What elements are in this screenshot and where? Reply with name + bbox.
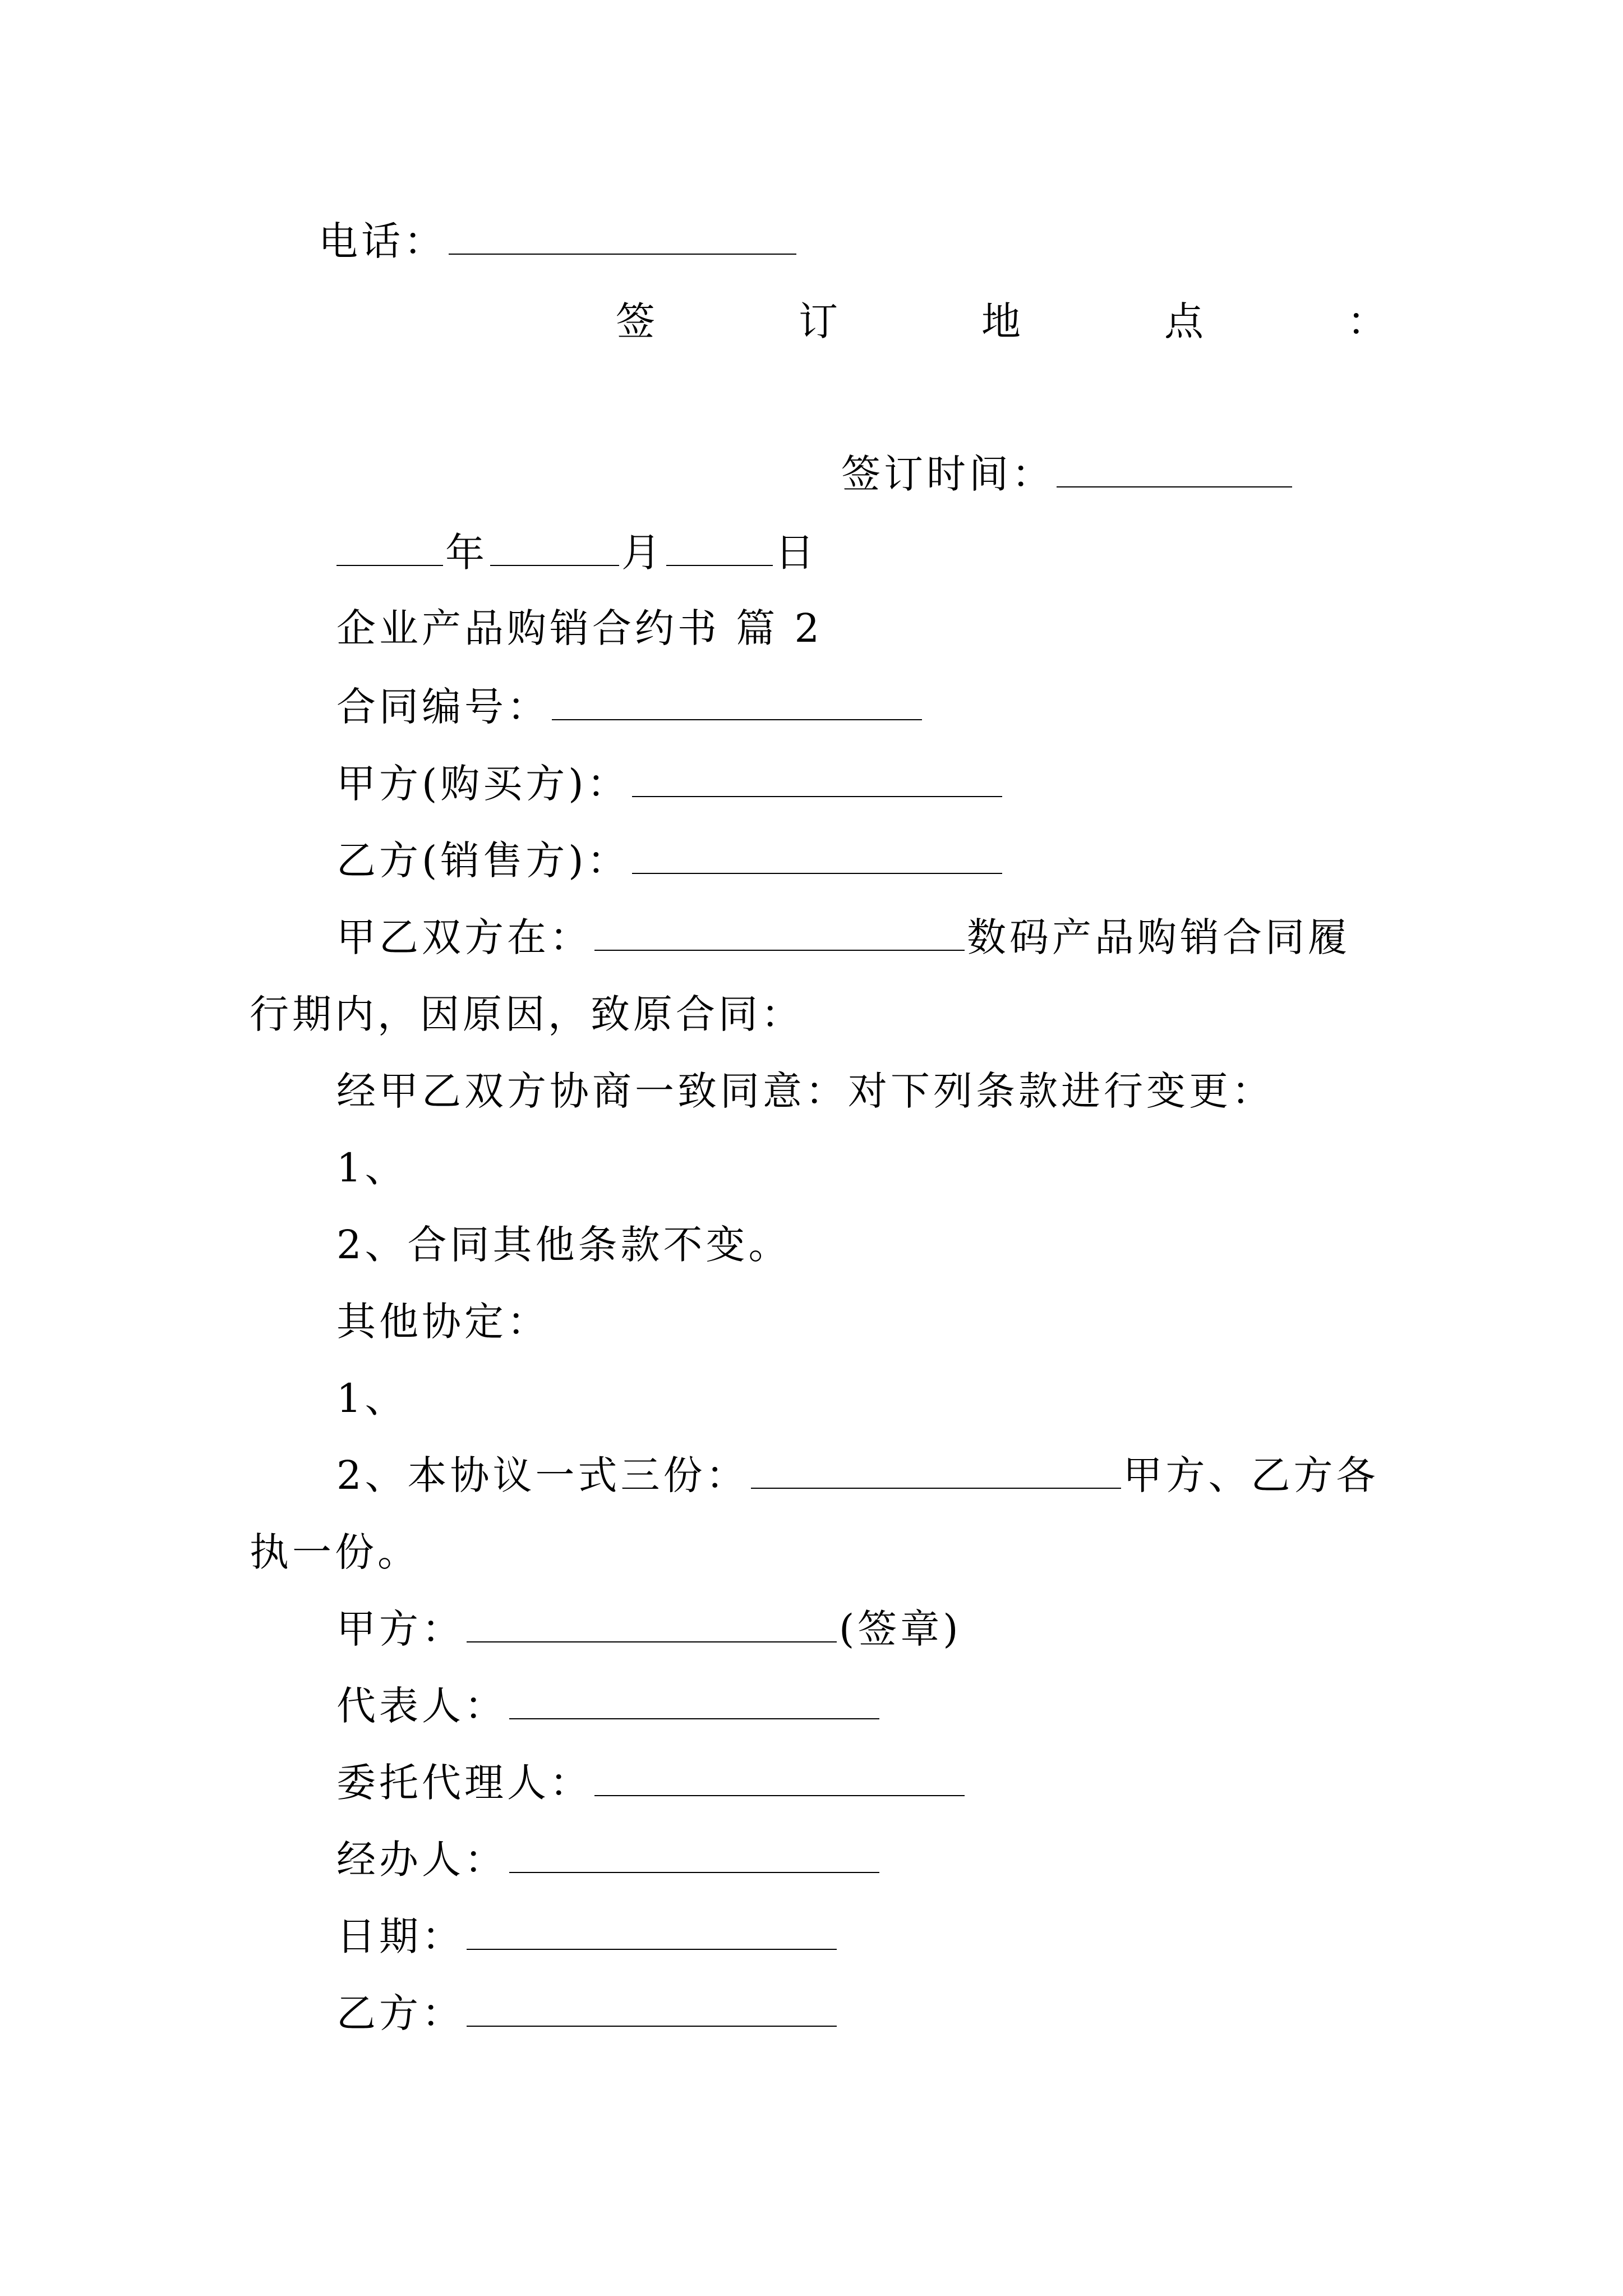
sig-b-label: 乙方： [336, 1990, 464, 2036]
year-label: 年 [445, 530, 488, 576]
sign-time-line [841, 449, 1294, 499]
day-field[interactable] [666, 532, 773, 566]
phone-field[interactable] [449, 221, 796, 255]
para1-prefix: 甲乙双方在： [336, 914, 592, 960]
item-2b-prefix: 2、本协议一式三份： [336, 1452, 749, 1498]
party-a-line [336, 758, 1004, 809]
handler-line [336, 1834, 882, 1885]
sig-b-line [336, 1988, 839, 2039]
place-char-4: 点 [1164, 298, 1204, 344]
party-b-label: 乙方(销售方)： [336, 838, 630, 884]
item-1b: 1、 [336, 1375, 408, 1421]
item-2b-line [336, 1450, 1379, 1501]
copies-field[interactable] [751, 1455, 1121, 1489]
date-line [336, 527, 818, 578]
sig-a-line [336, 1604, 962, 1654]
month-field[interactable] [490, 532, 619, 566]
place-char-1: 签 [616, 298, 655, 344]
party-a-field[interactable] [632, 763, 1002, 797]
place-char-5: ： [1347, 298, 1386, 344]
sig-a-seal: (签章) [839, 1606, 962, 1652]
date-sign-line [336, 1911, 839, 1962]
section-heading: 企业产品购销合约书 篇 2 [336, 605, 823, 651]
item-1a: 1、 [336, 1145, 408, 1191]
party-b-field[interactable] [632, 840, 1002, 874]
place-char-2: 订 [799, 298, 838, 344]
party-a-label: 甲方(购买方)： [336, 761, 630, 807]
phone-line [319, 216, 799, 266]
rep-label: 代表人： [336, 1683, 507, 1729]
place-char-3: 地 [981, 298, 1021, 344]
contract-no-label: 合同编号： [336, 684, 550, 730]
para2: 经甲乙双方协商一致同意：对下列条款进行变更： [336, 1068, 1274, 1114]
item-2b-suffix: 甲方、乙方各 [1123, 1452, 1379, 1498]
rep-field[interactable] [509, 1686, 879, 1719]
agent-label: 委托代理人： [336, 1760, 592, 1806]
item-2b-cont: 执一份。 [250, 1529, 420, 1575]
sign-time-field[interactable] [1057, 454, 1292, 487]
para1-field[interactable] [594, 917, 965, 951]
day-label: 日 [775, 530, 818, 576]
rep-line [336, 1681, 882, 1731]
party-b-line [336, 835, 1004, 886]
phone-label: 电话： [319, 218, 446, 264]
contract-no-field[interactable] [552, 687, 922, 720]
date-sign-field[interactable] [467, 1916, 837, 1950]
agent-field[interactable] [594, 1763, 965, 1796]
agent-line [336, 1757, 967, 1808]
handler-label: 经办人： [336, 1837, 507, 1883]
para1-cont: 行期内，因原因，致原合同： [250, 991, 804, 1037]
month-label: 月 [621, 530, 664, 576]
sig-a-field[interactable] [467, 1609, 837, 1642]
contract-no-line [336, 682, 924, 732]
para1-suffix: 数码产品购销合同履 [967, 914, 1350, 960]
item-2a: 2、合同其他条款不变。 [336, 1222, 791, 1268]
other-label: 其他协定： [336, 1299, 550, 1345]
handler-field[interactable] [509, 1839, 879, 1873]
sig-a-label: 甲方： [336, 1606, 464, 1652]
date-sign-label: 日期： [336, 1913, 464, 1959]
sign-time-label: 签订时间： [841, 451, 1054, 497]
year-field[interactable] [336, 532, 443, 566]
para1-line [336, 912, 1350, 963]
sig-b-field[interactable] [467, 1993, 837, 2027]
